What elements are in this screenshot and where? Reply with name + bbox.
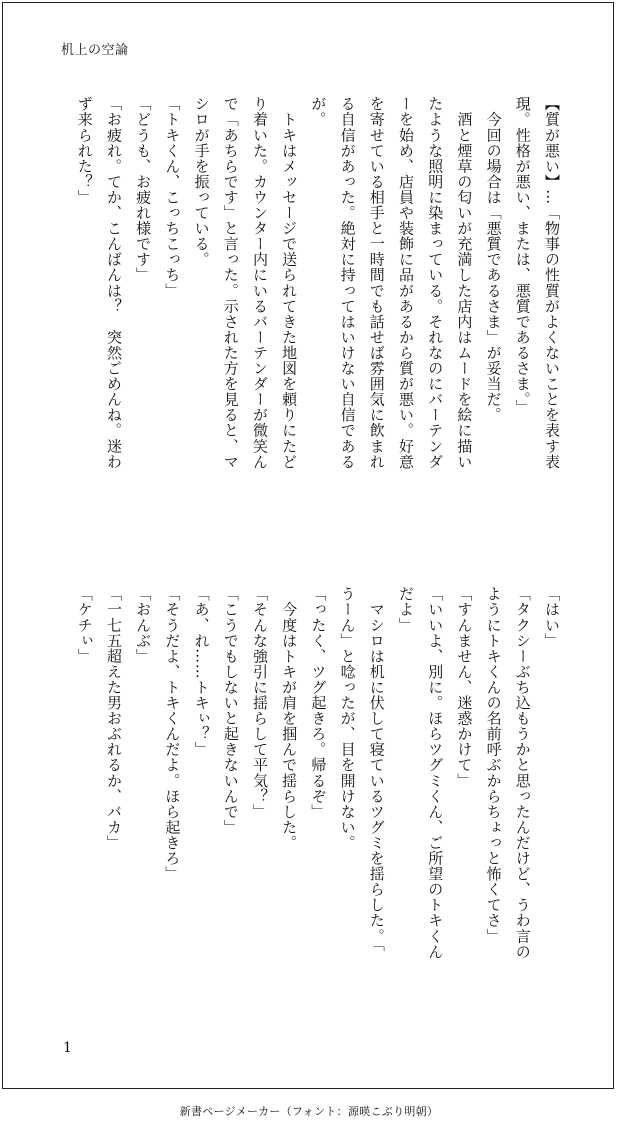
upper-text-column-block [70, 96, 566, 566]
book-page [2, 2, 614, 1089]
text-line: ーを始め、店員や装飾に品があるから質が悪い。好意 [396, 96, 415, 470]
text-line: 「タクシーぶち込もうかと思ったんだけど、うわ言の [513, 586, 532, 960]
text-line: 今回の場合は「悪質であるさま」が妥当だ。 [484, 96, 503, 423]
text-line: うーん」と唸ったが、目を開けない。 [338, 586, 357, 851]
text-line: 「そうだよ、トキくんだよ。ほら起きろ」 [163, 586, 182, 882]
lower-text-column-block [70, 586, 566, 1006]
text-line: 「お疲れ。てか、こんばんは？ 突然ごめんね。迷わ [104, 96, 123, 470]
text-line: 【質が悪い】…「物事の性質がよくないことを表す表 [543, 96, 561, 470]
text-line: り着いた。カウンター内にいるバーテンダーが微笑ん [250, 96, 269, 470]
text-line: 「いいよ、別に。ほらツグミくん、ご所望のトキくん [426, 586, 445, 960]
text-line: 「はい」 [543, 586, 561, 649]
text-line: 「おんぶ」 [134, 586, 153, 664]
text-line: だよ」 [396, 586, 415, 633]
text-line: を寄せている相手と一時間でも話せば雰囲気に飲まれ [367, 96, 386, 470]
text-line: 酒と煙草の匂いが充満した店内はムードを絵に描い [455, 96, 474, 470]
page-number: 1 [63, 1040, 72, 1056]
text-line: たような照明に染まっている。それなのにバーテンダ [426, 96, 445, 470]
text-line: トキはメッセージで送られてきた地図を頼りにたど [280, 96, 299, 470]
text-line: 今度はトキが肩を掴んで揺らした。 [280, 586, 299, 851]
text-line: 「ケチぃ」 [75, 586, 94, 664]
text-line: 「ったく、ツグ起きろ。帰るぞ」 [309, 586, 328, 820]
text-line: 「こうでもしないと起きないんで」 [221, 586, 240, 835]
text-line: 「そんな強引に揺らして平気？」 [250, 586, 269, 820]
text-line: 「トキくん、こっちこっち」 [163, 96, 182, 299]
footer-caption: 新書ページメーカー（フォント：源暎こぶり明朝） [179, 1105, 439, 1118]
book-title: 机上の空論 [61, 43, 129, 58]
text-line: シロが手を振っている。 [192, 96, 211, 268]
text-line: 現。性格が悪い、または、悪質であるさま。」 [513, 96, 532, 416]
text-line: マシロは机に伏して寝ているツグミを揺らした。「 [367, 586, 386, 952]
text-line: が。 [309, 96, 328, 128]
text-line: 「あ、れ……トキぃ？」 [192, 586, 211, 758]
text-line: 「一七五超えた男おぶれるか、バカ」 [104, 586, 123, 851]
text-line: 「どうも、お疲れ様です」 [134, 96, 153, 283]
text-line: 「すんません、迷惑かけて」 [455, 586, 474, 789]
text-line: で「あちらです」と言った。示された方を見ると、マ [221, 96, 240, 470]
text-line: ず来られた？」 [75, 96, 94, 205]
text-line: る自信があった。絶対に持ってはいけない自信である [338, 96, 357, 470]
text-line: ようにトキくんの名前呼ぶからちょっと怖くてさ」 [484, 586, 503, 944]
